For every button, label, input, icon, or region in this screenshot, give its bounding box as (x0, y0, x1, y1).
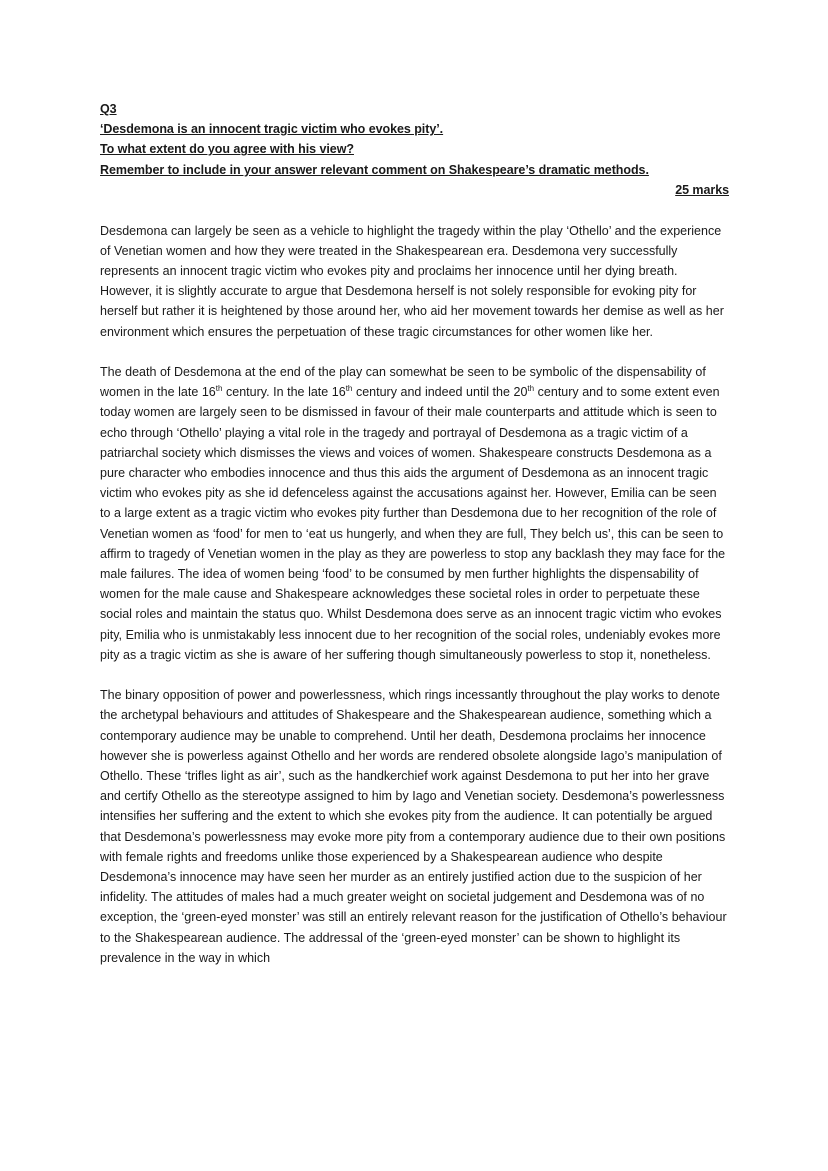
question-reminder: Remember to include in your answer relevant comment on Shakespeare’s dramatic methods. (100, 162, 649, 177)
ordinal-superscript: th (215, 383, 223, 393)
essay-paragraph-1: Desdemona can largely be seen as a vehicle to highlight the tragedy within the play ‘Othello’ and the experience of Venetian women and how they were treated in the Shakespearean era. Desdemona very successfully represents an innocent tragic victim who evokes pity and proclaims her innocence until her dying breath. However, it is slightly accurate to argue that Desdemona herself is not solely responsible for evoking pity for herself but rather it is heightened by those around her, who aid her movement towards her demise as well as her environment which ensures the perpetuation of these tragic circumstances for other women like her. (100, 223, 724, 339)
question-quote: ‘Desdemona is an innocent tragic victim who evokes pity’. (100, 122, 444, 137)
paragraph-2-text-a: The death of Desdemona at the end of the play can somewhat be seen to be symbolic of the dispensability of women in the late 16 (100, 364, 706, 400)
question-number: Q3 (100, 102, 117, 116)
ordinal-superscript: th (527, 383, 535, 393)
essay-page (100, 99, 729, 968)
paragraph-2-text-c: century and indeed until the 20 (352, 385, 528, 400)
essay-paragraph-2 (100, 362, 729, 665)
paragraph-2-text-d: century and to some extent even today women are largely seen to be dismissed in favour of their male counterparts and attitude which is seen to echo through ‘Othello’ playing a vital role in the tragedy and portrayal of Desdemona as a tragic victim of a patriarchal society which dismisses the views and voices of women. Shakespeare constructs Desdemona as a pure character who embodies innocence and thus this aids the argument of Desdemona as an innocent tragic victim who evokes pity as she id defenceless against the accusations against her. However, Emilia can be seen to a large extent as a tragic victim who evokes pity further than Desdemona due to her recognition of the role of Venetian women as ‘food’ for men to ‘eat us hungerly, and when they are full, They belch us’, this can be seen to affirm to tragedy of Venetian women in the play as they are powerless to stop any backlash they may face for the male failures. The idea of women being ‘food’ to be consumed by men further highlights the dispensability of women for the male cause and Shakespeare acknowledges these societal roles in order to perpetuate these social roles and maintain the status quo. Whilst Desdemona does serve as an innocent tragic victim who evokes pity, Emilia who is unmistakably less innocent due to her recognition of the social roles, undeniably evokes more pity as a tragic victim as she is aware of her suffering though simultaneously powerless to stop it, nonetheless. (100, 385, 726, 662)
essay-paragraph-3: The binary opposition of power and powerlessness, which rings incessantly throughout the play works to denote the archetypal behaviours and attitudes of Shakespeare and the Shakespearean audience, something which a contemporary audience may be unable to comprehend. Until her death, Desdemona proclaims her innocence however she is powerless against Othello and her words are rendered obsolete alongside Iago’s manipulation of Othello. These ‘trifles light as air’, such as the handkerchief work against Desdemona to put her into her grave and certify Othello as the stereotype assigned to him by Iago and Venetian society. Desdemona’s powerlessness intensifies her suffering and the extent to which she evokes pity from the audience. It can potentially be argued that Desdemona’s powerlessness may evoke more pity from a contemporary audience due to their own positions with female rights and freedoms unlike those experienced by a Shakespearean audience who despite Desdemona’s innocence may have seen her murder as an entirely justified action due to the suspicion of her infidelity. The attitudes of males had a much greater weight on societal judgement and Desdemona was of no exception, the ‘green-eyed monster’ was still an entirely relevant reason for the justification of Othello’s behaviour to the Shakespearean audience. The addressal of the ‘green-eyed monster’ can be shown to highlight its prevalence in the way in which (100, 688, 727, 965)
marks-label: 25 marks (675, 182, 729, 197)
ordinal-superscript: th (345, 383, 353, 393)
question-prompt: To what extent do you agree with his view? (100, 142, 354, 157)
paragraph-2-text-b: century. In the late 16 (222, 385, 346, 400)
